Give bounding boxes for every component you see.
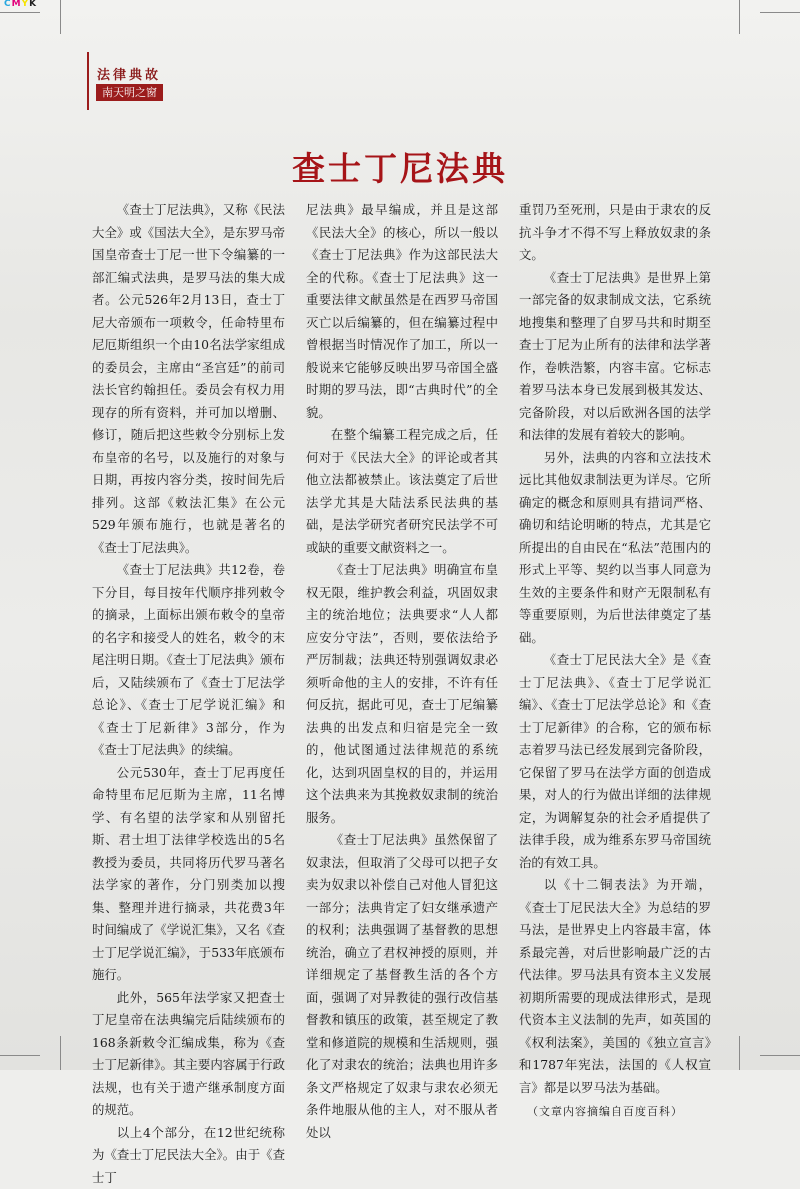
section-rule bbox=[87, 52, 89, 110]
paragraph-continued: 重罚乃至死刑，只是由于隶农的反抗斗争才不得不写上释放奴隶的条文。 bbox=[519, 199, 711, 267]
cmyk-registration-marks bbox=[4, 0, 37, 9]
crop-mark bbox=[760, 1055, 800, 1056]
paragraph-continued: 尼法典》最早编成，并且是这部《民法大全》的核心，所以一般以《查士丁尼法典》作为这部民法大全的代称。《查士丁尼法典》这一重要法律文献虽然是在西罗马帝国灭亡以后编纂的，但在编纂过程中曾根据当时情况作了加工，所以一般说来它能够反映出罗马帝国全盛时期的罗马法，即“古典时代”的全貌。 bbox=[306, 199, 498, 424]
crop-mark bbox=[739, 0, 740, 34]
cyan-mark: C bbox=[4, 0, 12, 9]
paragraph: 另外，法典的内容和立法技术远比其他奴隶制法更为详尽。它所确定的概念和原则具有措词严格、确切和结论明晰的特点，尤其是它所提出的自由民在“私法”范围内的形式上平等、契约以当事人同意为生效的主要条件和财产无限制私有等重要原则，为后世法律奠定了基础。 bbox=[519, 447, 711, 650]
article-column-3 bbox=[519, 199, 711, 1124]
paragraph: 以《十二铜表法》为开端，《查士丁尼民法大全》为总结的罗马法，是世界史上内容最丰富，体系最完善，对后世影响最广泛的古代法律。罗马法具有资本主义发展初期所需要的现成法律形式，是现代资本主义法制的先声，如英国的《权利法案》，美国的《独立宣言》和1787年宪法，法国的《人权宣言》都是以罗马法为基础。 bbox=[519, 874, 711, 1099]
source-note: （文章内容摘编自百度百科） bbox=[519, 1101, 711, 1124]
paragraph: 《查士丁尼法典》明确宣布皇权无限，维护教会利益，巩固奴隶主的统治地位；法典要求“人人都应安分守法”，否则，要依法给予严厉制裁；法典还特别强调奴隶必须听命他的主人的安排，不许有任何反抗，据此可见，查士丁尼编纂法典的出发点和归宿是完全一致的，他试图通过法律规范的系统化，达到巩固皇权的目的，并运用这个法典来为其挽救奴隶制的统治服务。 bbox=[306, 559, 498, 829]
paragraph: 《查士丁尼法典》共12卷，卷下分目，每目按年代顺序排列敕令的摘录，上面标出颁布敕令的皇帝的名字和接受人的姓名，敕令的末尾注明日期。《查士丁尼法典》颁布后，又陆续颁布了《查士丁尼法学总论》、《查士丁尼学说汇编》和《查士丁尼新律》3部分，作为《查士丁尼法典》的续编。 bbox=[92, 559, 285, 762]
paragraph: 以上4个部分，在12世纪统称为《查士丁尼民法大全》。由于《查士丁 bbox=[92, 1122, 285, 1189]
article-title: 查士丁尼法典 bbox=[0, 143, 800, 190]
crop-mark bbox=[760, 12, 800, 13]
paragraph: 《查士丁尼法典》是世界上第一部完备的奴隶制成文法，它系统地搜集和整理了自罗马共和时期至查士丁尼为止所有的法律和法学著作，卷帙浩繁，内容丰富。它标志着罗马法本身已发展到极其发达、完备阶段，对以后欧洲各国的法学和法律的发展有着较大的影响。 bbox=[519, 267, 711, 447]
magenta-mark: M bbox=[12, 0, 22, 9]
paragraph: 在整个编纂工程完成之后，任何对于《民法大全》的评论或者其他立法都被禁止。该法奠定了后世法学尤其是大陆法系民法典的基础，是法学研究者研究民法学不可或缺的重要文献资料之一。 bbox=[306, 424, 498, 559]
crop-mark bbox=[60, 1036, 61, 1070]
paragraph: 《查士丁尼法典》虽然保留了奴隶法，但取消了父母可以把子女卖为奴隶以补偿自己对他人冒犯这一部分；法典肯定了妇女继承遗产的权利；法典强调了基督教的思想统治，确立了君权神授的原则，并详细规定了基督教生活的各个方面，强调了对异教徒的强行改信基督教和镇压的政策，甚至规定了教堂和修道院的规模和生活规则，强化了对隶农的统治；法典也用许多条文严格规定了奴隶与隶农必须无条件地服从他的主人，对不服从者处以 bbox=[306, 829, 498, 1144]
paragraph: 公元530年，查士丁尼再度任命特里布尼厄斯为主席，11名博学、有名望的法学家和从别留托斯、君士坦丁法律学校选出的5名教授为委员，共同将历代罗马著名法学家的著作，分门别类加以搜集、整理并进行摘录，共花费3年时间编成了《学说汇集》，又名《查士丁尼学说汇编》，于533年底颁布施行。 bbox=[92, 762, 285, 987]
crop-mark bbox=[0, 1055, 40, 1056]
crop-mark bbox=[0, 12, 40, 13]
yellow-mark: Y bbox=[22, 0, 30, 9]
article-column-2 bbox=[306, 199, 498, 1144]
crop-mark bbox=[60, 0, 61, 34]
black-mark: K bbox=[29, 0, 37, 9]
article-column-1 bbox=[92, 199, 285, 1189]
column-tag: 南天明之窗 bbox=[96, 84, 163, 101]
crop-mark bbox=[739, 1036, 740, 1070]
paragraph: 《查士丁尼民法大全》是《查士丁尼法典》、《查士丁尼学说汇编》、《查士丁尼法学总论》和《查士丁尼新律》的合称，它的颁布标志着罗马法已经发展到完备阶段，它保留了罗马在法学方面的创造成果，对人的行为做出详细的法律规定，为调解复杂的社会矛盾提供了法律手段，成为维系东罗马帝国统治的有效工具。 bbox=[519, 649, 711, 874]
section-label: 法律典故 bbox=[97, 64, 161, 83]
paragraph: 此外，565年法学家又把查士丁尼皇帝在法典编完后陆续颁布的168条新敕令汇编成集，称为《查士丁尼新律》。其主要内容属于行政法规，也有关于遗产继承制度方面的规范。 bbox=[92, 987, 285, 1122]
paragraph: 《查士丁尼法典》，又称《民法大全》或《国法大全》，是东罗马帝国皇帝查士丁尼一世下令编纂的一部汇编式法典，是罗马法的集大成者。公元526年2月13日，查士丁尼大帝颁布一项敕令，任命特里布尼厄斯组织一个由10名法学家组成的委员会，主席由“圣宫廷”的前司法长官约翰担任。委员会有权力用现存的所有资料，并可加以增删、修订，随后把这些敕令分别标上发布皇帝的名号，以及施行的对象与日期，再按内容分类，按时间先后排列。这部《敕法汇集》在公元529年颁布施行，也就是著名的《查士丁尼法典》。 bbox=[92, 199, 285, 559]
